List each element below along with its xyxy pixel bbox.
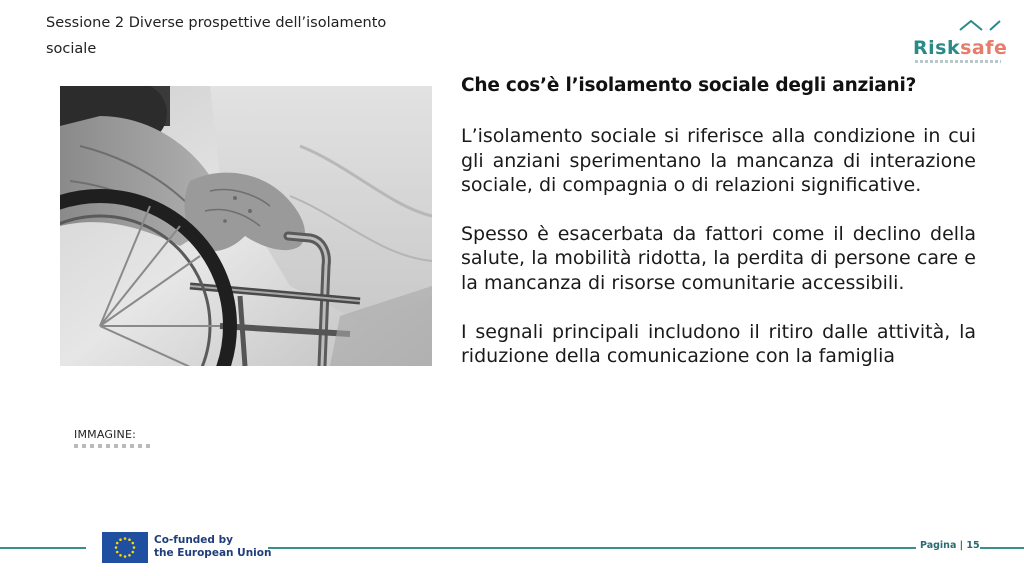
logo-part-safe: safe: [960, 37, 1008, 59]
footer-line-middle: [268, 547, 916, 549]
eu-line-2: the European Union: [154, 547, 272, 559]
elderly-wheelchair-photo: [60, 86, 432, 366]
risksafe-logo: [908, 18, 1008, 68]
page-number: Pagina | 15: [920, 540, 980, 551]
eu-flag-icon: [102, 532, 148, 563]
paragraph-causes: Spesso è esacerbata da fattori come il declino della salute, la mobilità ridotta, la perdita di persone care e la mancanza di risorse comunitarie accessibili.: [461, 222, 976, 294]
eu-cofunded-text: [154, 534, 271, 560]
eu-line-1: Co-funded by: [154, 534, 233, 546]
logo-wordmark: [913, 37, 1007, 59]
content-area: [461, 70, 976, 416]
footer-line-right: [980, 547, 1024, 549]
paragraph-signs: I segnali principali includono il ritiro dalle attività, la riduzione della comunicazione con la famiglia: [461, 320, 976, 368]
logo-tagline: [915, 60, 1001, 63]
image-caption: IMMAGINE:: [74, 428, 137, 441]
session-title: Sessione 2 Diverse prospettive dell’isolamento sociale: [46, 15, 387, 57]
paragraph-definition: L’isolamento sociale si riferisce alla condizione in cui gli anziani sperimentano la mancanza di interazione sociale, di compagnia o di relazioni significative.: [461, 125, 976, 197]
photo-illustration: [60, 86, 432, 366]
logo-part-risk: Risk: [913, 37, 961, 59]
footer-line-left: [0, 547, 86, 549]
image-caption-cut-text: [74, 444, 154, 448]
content-heading: Che cos’è l’isolamento sociale degli anziani?: [461, 75, 917, 96]
